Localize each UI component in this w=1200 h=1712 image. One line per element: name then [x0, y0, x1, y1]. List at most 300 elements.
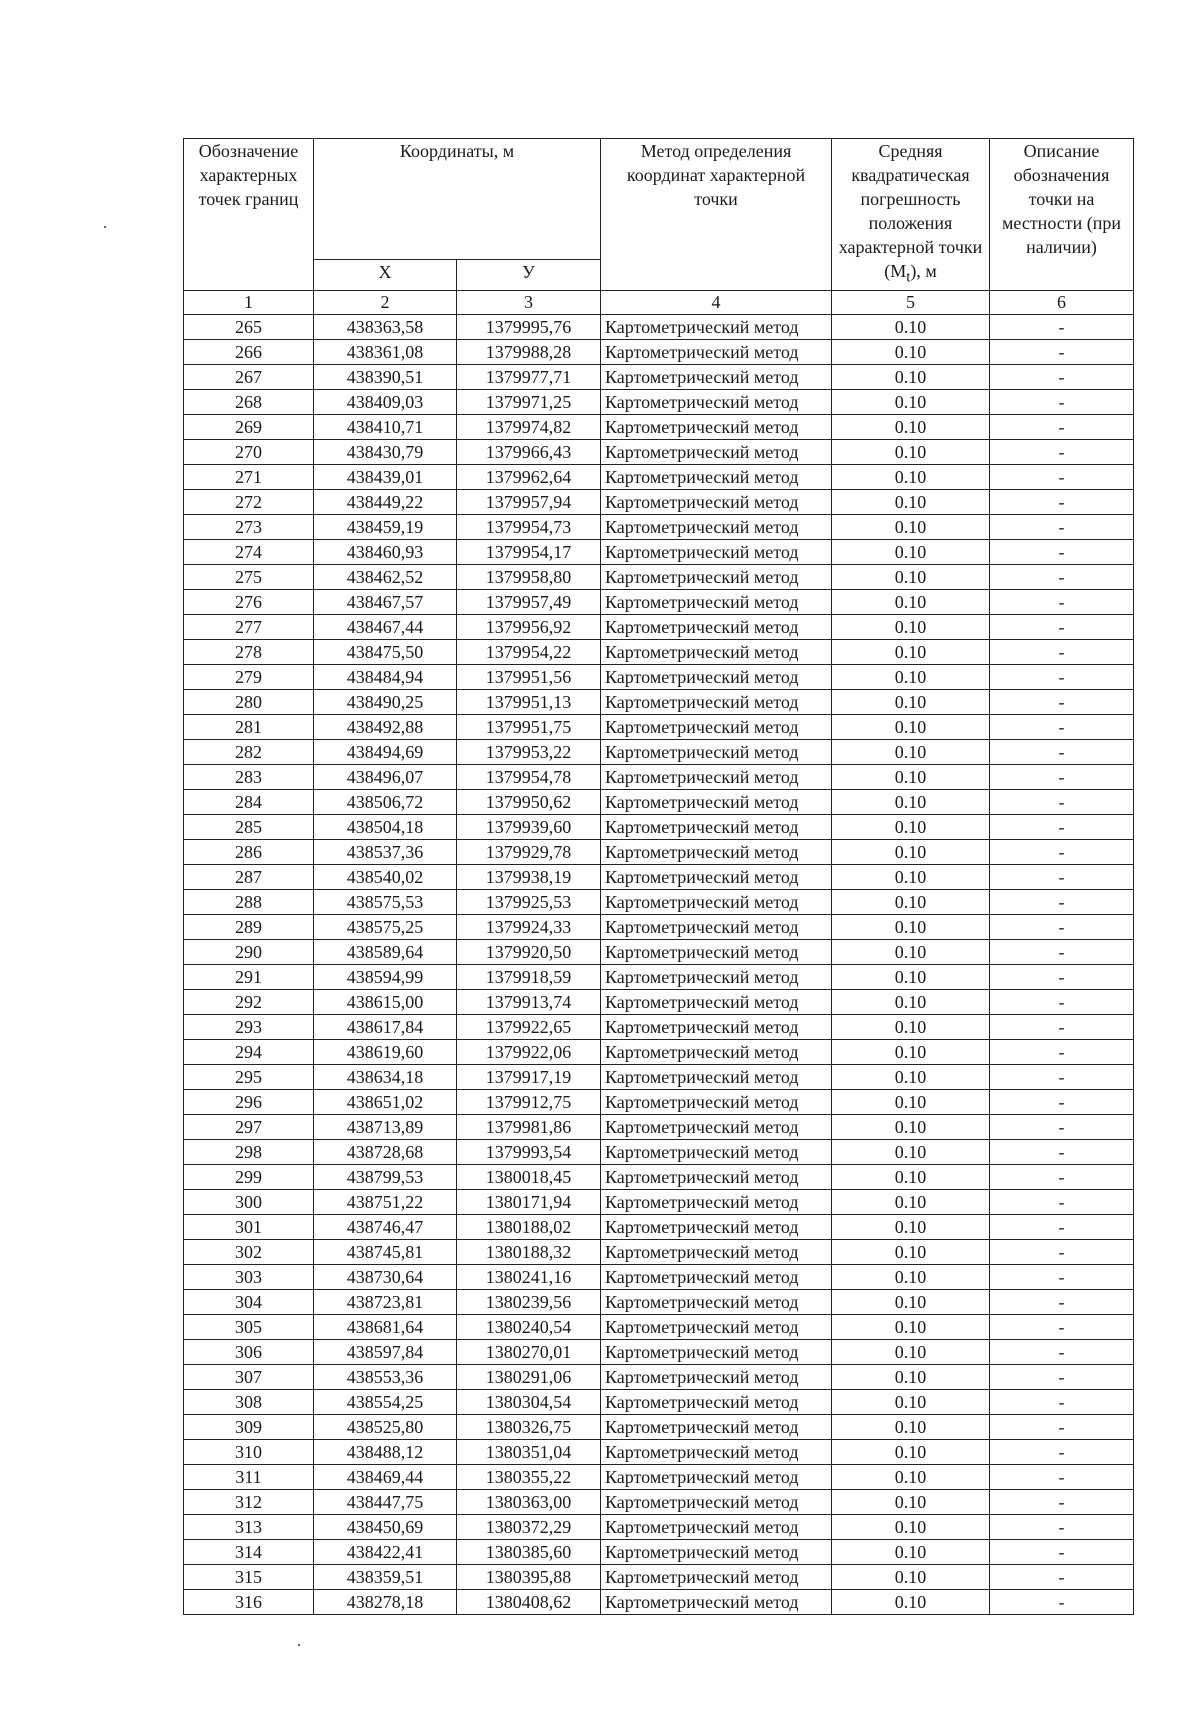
table-row — [184, 864, 1134, 889]
point-number-cell: 285 — [184, 814, 314, 839]
method-cell: Картометрический метод — [601, 764, 832, 789]
point-number-cell: 304 — [184, 1289, 314, 1314]
point-number-cell: 300 — [184, 1189, 314, 1214]
column-number: 6 — [990, 290, 1134, 314]
table-row — [184, 1339, 1134, 1364]
table-row — [184, 364, 1134, 389]
method-cell: Картометрический метод — [601, 739, 832, 764]
point-number-cell: 302 — [184, 1239, 314, 1264]
table-row — [184, 514, 1134, 539]
point-number-cell: 314 — [184, 1539, 314, 1564]
column-number: 2 — [314, 290, 457, 314]
error-cell: 0.10 — [832, 539, 990, 564]
x-coordinate-cell: 438575,25 — [314, 914, 457, 939]
y-coordinate-cell: 1379962,64 — [457, 464, 601, 489]
method-cell: Картометрический метод — [601, 664, 832, 689]
x-coordinate-cell: 438278,18 — [314, 1589, 457, 1614]
description-cell: - — [990, 1164, 1134, 1189]
method-cell: Картометрический метод — [601, 1514, 832, 1539]
y-coordinate-cell: 1380351,04 — [457, 1439, 601, 1464]
x-coordinate-cell: 438390,51 — [314, 364, 457, 389]
method-cell: Картометрический метод — [601, 1489, 832, 1514]
table-row — [184, 1014, 1134, 1039]
x-coordinate-cell: 438504,18 — [314, 814, 457, 839]
description-cell: - — [990, 314, 1134, 339]
method-cell: Картометрический метод — [601, 1389, 832, 1414]
point-number-cell: 312 — [184, 1489, 314, 1514]
description-cell: - — [990, 1039, 1134, 1064]
y-coordinate-cell: 1380291,06 — [457, 1364, 601, 1389]
error-cell: 0.10 — [832, 914, 990, 939]
error-cell: 0.10 — [832, 1364, 990, 1389]
error-cell: 0.10 — [832, 814, 990, 839]
error-cell: 0.10 — [832, 1214, 990, 1239]
description-cell: - — [990, 564, 1134, 589]
error-cell: 0.10 — [832, 1289, 990, 1314]
table-row — [184, 1489, 1134, 1514]
x-coordinate-cell: 438449,22 — [314, 489, 457, 514]
point-number-cell: 286 — [184, 839, 314, 864]
table-row — [184, 539, 1134, 564]
error-cell: 0.10 — [832, 1064, 990, 1089]
description-cell: - — [990, 389, 1134, 414]
method-cell: Картометрический метод — [601, 689, 832, 714]
table-row — [184, 714, 1134, 739]
table-row — [184, 1189, 1134, 1214]
y-coordinate-cell: 1379953,22 — [457, 739, 601, 764]
method-cell: Картометрический метод — [601, 389, 832, 414]
description-cell: - — [990, 614, 1134, 639]
error-cell: 0.10 — [832, 964, 990, 989]
table-row — [184, 739, 1134, 764]
y-coordinate-cell: 1380395,88 — [457, 1564, 601, 1589]
table-row — [184, 1564, 1134, 1589]
point-number-cell: 289 — [184, 914, 314, 939]
method-cell: Картометрический метод — [601, 889, 832, 914]
x-coordinate-cell: 438540,02 — [314, 864, 457, 889]
method-cell: Картометрический метод — [601, 614, 832, 639]
y-coordinate-cell: 1380240,54 — [457, 1314, 601, 1339]
error-cell: 0.10 — [832, 1014, 990, 1039]
x-coordinate-cell: 438469,44 — [314, 1464, 457, 1489]
point-number-cell: 283 — [184, 764, 314, 789]
point-number-cell: 293 — [184, 1014, 314, 1039]
y-coordinate-cell: 1379954,78 — [457, 764, 601, 789]
point-number-cell: 266 — [184, 339, 314, 364]
description-cell: - — [990, 1364, 1134, 1389]
column-number: 5 — [832, 290, 990, 314]
y-coordinate-cell: 1379988,28 — [457, 339, 601, 364]
error-cell: 0.10 — [832, 1439, 990, 1464]
error-cell: 0.10 — [832, 614, 990, 639]
x-coordinate-cell: 438490,25 — [314, 689, 457, 714]
table-row — [184, 1239, 1134, 1264]
method-cell: Картометрический метод — [601, 1464, 832, 1489]
y-coordinate-cell: 1379966,43 — [457, 439, 601, 464]
x-coordinate-cell: 438619,60 — [314, 1039, 457, 1064]
description-cell: - — [990, 664, 1134, 689]
table-row — [184, 889, 1134, 914]
error-cell: 0.10 — [832, 1039, 990, 1064]
x-coordinate-cell: 438410,71 — [314, 414, 457, 439]
description-cell: - — [990, 789, 1134, 814]
point-number-cell: 270 — [184, 439, 314, 464]
table-row — [184, 639, 1134, 664]
table-row — [184, 1389, 1134, 1414]
x-coordinate-cell: 438713,89 — [314, 1114, 457, 1139]
column-number: 1 — [184, 290, 314, 314]
description-cell: - — [990, 1089, 1134, 1114]
description-cell: - — [990, 1264, 1134, 1289]
error-cell: 0.10 — [832, 489, 990, 514]
point-number-cell: 295 — [184, 1064, 314, 1089]
method-cell: Картометрический метод — [601, 414, 832, 439]
table-row — [184, 464, 1134, 489]
table-row — [184, 489, 1134, 514]
column-number: 4 — [601, 290, 832, 314]
error-cell: 0.10 — [832, 589, 990, 614]
point-number-cell: 274 — [184, 539, 314, 564]
table-row — [184, 1264, 1134, 1289]
description-cell: - — [990, 689, 1134, 714]
x-coordinate-cell: 438439,01 — [314, 464, 457, 489]
error-cell: 0.10 — [832, 789, 990, 814]
method-cell: Картометрический метод — [601, 789, 832, 814]
method-cell: Картометрический метод — [601, 539, 832, 564]
y-coordinate-cell: 1379974,82 — [457, 414, 601, 439]
x-coordinate-cell: 438617,84 — [314, 1014, 457, 1039]
method-cell: Картометрический метод — [601, 1089, 832, 1114]
description-cell: - — [990, 964, 1134, 989]
y-coordinate-cell: 1379950,62 — [457, 789, 601, 814]
x-coordinate-cell: 438554,25 — [314, 1389, 457, 1414]
description-cell: - — [990, 1189, 1134, 1214]
point-number-cell: 316 — [184, 1589, 314, 1614]
error-cell: 0.10 — [832, 1114, 990, 1139]
error-cell: 0.10 — [832, 1564, 990, 1589]
point-number-cell: 308 — [184, 1389, 314, 1414]
y-coordinate-cell: 1379912,75 — [457, 1089, 601, 1114]
table-row — [184, 564, 1134, 589]
table-row — [184, 689, 1134, 714]
x-coordinate-cell: 438728,68 — [314, 1139, 457, 1164]
description-cell: - — [990, 414, 1134, 439]
table-row — [184, 789, 1134, 814]
header-mean-error-subscript: t — [906, 269, 911, 286]
header-coordinates: Координаты, м — [314, 139, 601, 260]
description-cell: - — [990, 1239, 1134, 1264]
point-number-cell: 280 — [184, 689, 314, 714]
y-coordinate-cell: 1379954,17 — [457, 539, 601, 564]
y-coordinate-cell: 1379957,94 — [457, 489, 601, 514]
point-number-cell: 277 — [184, 614, 314, 639]
method-cell: Картометрический метод — [601, 589, 832, 614]
table-row — [184, 1089, 1134, 1114]
description-cell: - — [990, 1464, 1134, 1489]
y-coordinate-cell: 1379924,33 — [457, 914, 601, 939]
point-number-cell: 297 — [184, 1114, 314, 1139]
error-cell: 0.10 — [832, 714, 990, 739]
y-coordinate-cell: 1379918,59 — [457, 964, 601, 989]
error-cell: 0.10 — [832, 1514, 990, 1539]
error-cell: 0.10 — [832, 414, 990, 439]
point-number-cell: 310 — [184, 1439, 314, 1464]
table-row — [184, 964, 1134, 989]
x-coordinate-cell: 438730,64 — [314, 1264, 457, 1289]
x-coordinate-cell: 438506,72 — [314, 789, 457, 814]
point-number-cell: 271 — [184, 464, 314, 489]
method-cell: Картометрический метод — [601, 339, 832, 364]
method-cell: Картометрический метод — [601, 564, 832, 589]
description-cell: - — [990, 339, 1134, 364]
table-row — [184, 764, 1134, 789]
method-cell: Картометрический метод — [601, 1014, 832, 1039]
table-row — [184, 1589, 1134, 1614]
error-cell: 0.10 — [832, 1489, 990, 1514]
method-cell: Картометрический метод — [601, 1189, 832, 1214]
error-cell: 0.10 — [832, 389, 990, 414]
y-coordinate-cell: 1380304,54 — [457, 1389, 601, 1414]
error-cell: 0.10 — [832, 1089, 990, 1114]
description-cell: - — [990, 714, 1134, 739]
error-cell: 0.10 — [832, 1239, 990, 1264]
point-number-cell: 301 — [184, 1214, 314, 1239]
method-cell: Картометрический метод — [601, 1439, 832, 1464]
x-coordinate-cell: 438553,36 — [314, 1364, 457, 1389]
description-cell: - — [990, 1339, 1134, 1364]
description-cell: - — [990, 1589, 1134, 1614]
error-cell: 0.10 — [832, 1189, 990, 1214]
method-cell: Картометрический метод — [601, 639, 832, 664]
y-coordinate-cell: 1379977,71 — [457, 364, 601, 389]
table-row — [184, 939, 1134, 964]
error-cell: 0.10 — [832, 1539, 990, 1564]
x-coordinate-cell: 438459,19 — [314, 514, 457, 539]
y-coordinate-cell: 1379993,54 — [457, 1139, 601, 1164]
x-coordinate-cell: 438475,50 — [314, 639, 457, 664]
error-cell: 0.10 — [832, 564, 990, 589]
table-row — [184, 814, 1134, 839]
description-cell: - — [990, 364, 1134, 389]
y-coordinate-cell: 1379958,80 — [457, 564, 601, 589]
method-cell: Картометрический метод — [601, 1139, 832, 1164]
y-coordinate-cell: 1379920,50 — [457, 939, 601, 964]
error-cell: 0.10 — [832, 1414, 990, 1439]
x-coordinate-cell: 438746,47 — [314, 1214, 457, 1239]
y-coordinate-cell: 1380239,56 — [457, 1289, 601, 1314]
table-row — [184, 1414, 1134, 1439]
method-cell: Картометрический метод — [601, 1214, 832, 1239]
table-body — [184, 314, 1134, 1614]
table-row — [184, 389, 1134, 414]
description-cell: - — [990, 1564, 1134, 1589]
error-cell: 0.10 — [832, 1464, 990, 1489]
x-coordinate-cell: 438460,93 — [314, 539, 457, 564]
x-coordinate-cell: 438467,44 — [314, 614, 457, 639]
x-coordinate-cell: 438361,08 — [314, 339, 457, 364]
error-cell: 0.10 — [832, 764, 990, 789]
table-row — [184, 1464, 1134, 1489]
error-cell: 0.10 — [832, 839, 990, 864]
point-number-cell: 278 — [184, 639, 314, 664]
table-row — [184, 1539, 1134, 1564]
description-cell: - — [990, 1389, 1134, 1414]
description-cell: - — [990, 514, 1134, 539]
column-numbers-row — [184, 290, 1134, 314]
x-coordinate-cell: 438363,58 — [314, 314, 457, 339]
point-number-cell: 296 — [184, 1089, 314, 1114]
description-cell: - — [990, 739, 1134, 764]
method-cell: Картометрический метод — [601, 1539, 832, 1564]
error-cell: 0.10 — [832, 739, 990, 764]
x-coordinate-cell: 438597,84 — [314, 1339, 457, 1364]
table-row — [184, 339, 1134, 364]
method-cell: Картометрический метод — [601, 1314, 832, 1339]
y-coordinate-cell: 1380408,62 — [457, 1589, 601, 1614]
scan-speck — [104, 226, 106, 228]
error-cell: 0.10 — [832, 1314, 990, 1339]
y-coordinate-cell: 1379954,73 — [457, 514, 601, 539]
method-cell: Картометрический метод — [601, 1289, 832, 1314]
error-cell: 0.10 — [832, 339, 990, 364]
error-cell: 0.10 — [832, 864, 990, 889]
y-coordinate-cell: 1379939,60 — [457, 814, 601, 839]
table-row — [184, 839, 1134, 864]
y-coordinate-cell: 1380188,02 — [457, 1214, 601, 1239]
description-cell: - — [990, 889, 1134, 914]
x-coordinate-cell: 438575,53 — [314, 889, 457, 914]
table-row — [184, 1314, 1134, 1339]
method-cell: Картометрический метод — [601, 939, 832, 964]
description-cell: - — [990, 639, 1134, 664]
y-coordinate-cell: 1380363,00 — [457, 1489, 601, 1514]
x-coordinate-cell: 438525,80 — [314, 1414, 457, 1439]
error-cell: 0.10 — [832, 689, 990, 714]
description-cell: - — [990, 1114, 1134, 1139]
point-number-cell: 292 — [184, 989, 314, 1014]
description-cell: - — [990, 1014, 1134, 1039]
point-number-cell: 267 — [184, 364, 314, 389]
y-coordinate-cell: 1379951,75 — [457, 714, 601, 739]
error-cell: 0.10 — [832, 889, 990, 914]
point-number-cell: 272 — [184, 489, 314, 514]
x-coordinate-cell: 438723,81 — [314, 1289, 457, 1314]
y-coordinate-cell: 1379995,76 — [457, 314, 601, 339]
description-cell: - — [990, 539, 1134, 564]
point-number-cell: 299 — [184, 1164, 314, 1189]
method-cell: Картометрический метод — [601, 714, 832, 739]
description-cell: - — [990, 814, 1134, 839]
x-coordinate-cell: 438462,52 — [314, 564, 457, 589]
description-cell: - — [990, 1214, 1134, 1239]
error-cell: 0.10 — [832, 1589, 990, 1614]
error-cell: 0.10 — [832, 939, 990, 964]
point-number-cell: 276 — [184, 589, 314, 614]
coordinates-table — [183, 138, 1134, 1615]
x-coordinate-cell: 438589,64 — [314, 939, 457, 964]
description-cell: - — [990, 1414, 1134, 1439]
x-coordinate-cell: 438430,79 — [314, 439, 457, 464]
method-cell: Картометрический метод — [601, 1239, 832, 1264]
table-row — [184, 1439, 1134, 1464]
table-row — [184, 1289, 1134, 1314]
method-cell: Картометрический метод — [601, 864, 832, 889]
method-cell: Картометрический метод — [601, 964, 832, 989]
point-number-cell: 294 — [184, 1039, 314, 1064]
point-number-cell: 268 — [184, 389, 314, 414]
error-cell: 0.10 — [832, 664, 990, 689]
point-number-cell: 273 — [184, 514, 314, 539]
x-coordinate-cell: 438751,22 — [314, 1189, 457, 1214]
method-cell: Картометрический метод — [601, 1114, 832, 1139]
y-coordinate-cell: 1379929,78 — [457, 839, 601, 864]
description-cell: - — [990, 1489, 1134, 1514]
x-coordinate-cell: 438494,69 — [314, 739, 457, 764]
y-coordinate-cell: 1380188,32 — [457, 1239, 601, 1264]
method-cell: Картометрический метод — [601, 914, 832, 939]
table-row — [184, 664, 1134, 689]
table-row — [184, 414, 1134, 439]
description-cell: - — [990, 439, 1134, 464]
point-number-cell: 315 — [184, 1564, 314, 1589]
description-cell: - — [990, 489, 1134, 514]
description-cell: - — [990, 1139, 1134, 1164]
y-coordinate-cell: 1380355,22 — [457, 1464, 601, 1489]
header-y: У — [457, 260, 601, 291]
method-cell: Картометрический метод — [601, 1589, 832, 1614]
description-cell: - — [990, 1289, 1134, 1314]
table-row — [184, 1064, 1134, 1089]
y-coordinate-cell: 1379954,22 — [457, 639, 601, 664]
x-coordinate-cell: 438359,51 — [314, 1564, 457, 1589]
description-cell: - — [990, 914, 1134, 939]
error-cell: 0.10 — [832, 1164, 990, 1189]
y-coordinate-cell: 1379925,53 — [457, 889, 601, 914]
error-cell: 0.10 — [832, 314, 990, 339]
x-coordinate-cell: 438537,36 — [314, 839, 457, 864]
y-coordinate-cell: 1379938,19 — [457, 864, 601, 889]
y-coordinate-cell: 1379922,65 — [457, 1014, 601, 1039]
header-point-designation: Обозначение характерных точек границ — [184, 139, 314, 291]
point-number-cell: 269 — [184, 414, 314, 439]
x-coordinate-cell: 438422,41 — [314, 1539, 457, 1564]
header-x: X — [314, 260, 457, 291]
description-cell: - — [990, 1514, 1134, 1539]
y-coordinate-cell: 1379951,13 — [457, 689, 601, 714]
header-method: Метод определения координат характерной точки — [601, 139, 832, 291]
method-cell: Картометрический метод — [601, 1364, 832, 1389]
table-row — [184, 989, 1134, 1014]
point-number-cell: 311 — [184, 1464, 314, 1489]
y-coordinate-cell: 1380018,45 — [457, 1164, 601, 1189]
point-number-cell: 281 — [184, 714, 314, 739]
point-number-cell: 265 — [184, 314, 314, 339]
y-coordinate-cell: 1379922,06 — [457, 1039, 601, 1064]
method-cell: Картометрический метод — [601, 1164, 832, 1189]
x-coordinate-cell: 438681,64 — [314, 1314, 457, 1339]
table-row — [184, 614, 1134, 639]
table-row — [184, 1039, 1134, 1064]
x-coordinate-cell: 438496,07 — [314, 764, 457, 789]
x-coordinate-cell: 438745,81 — [314, 1239, 457, 1264]
x-coordinate-cell: 438615,00 — [314, 989, 457, 1014]
table-row — [184, 1214, 1134, 1239]
description-cell: - — [990, 1439, 1134, 1464]
point-number-cell: 313 — [184, 1514, 314, 1539]
x-coordinate-cell: 438799,53 — [314, 1164, 457, 1189]
point-number-cell: 303 — [184, 1264, 314, 1289]
error-cell: 0.10 — [832, 439, 990, 464]
